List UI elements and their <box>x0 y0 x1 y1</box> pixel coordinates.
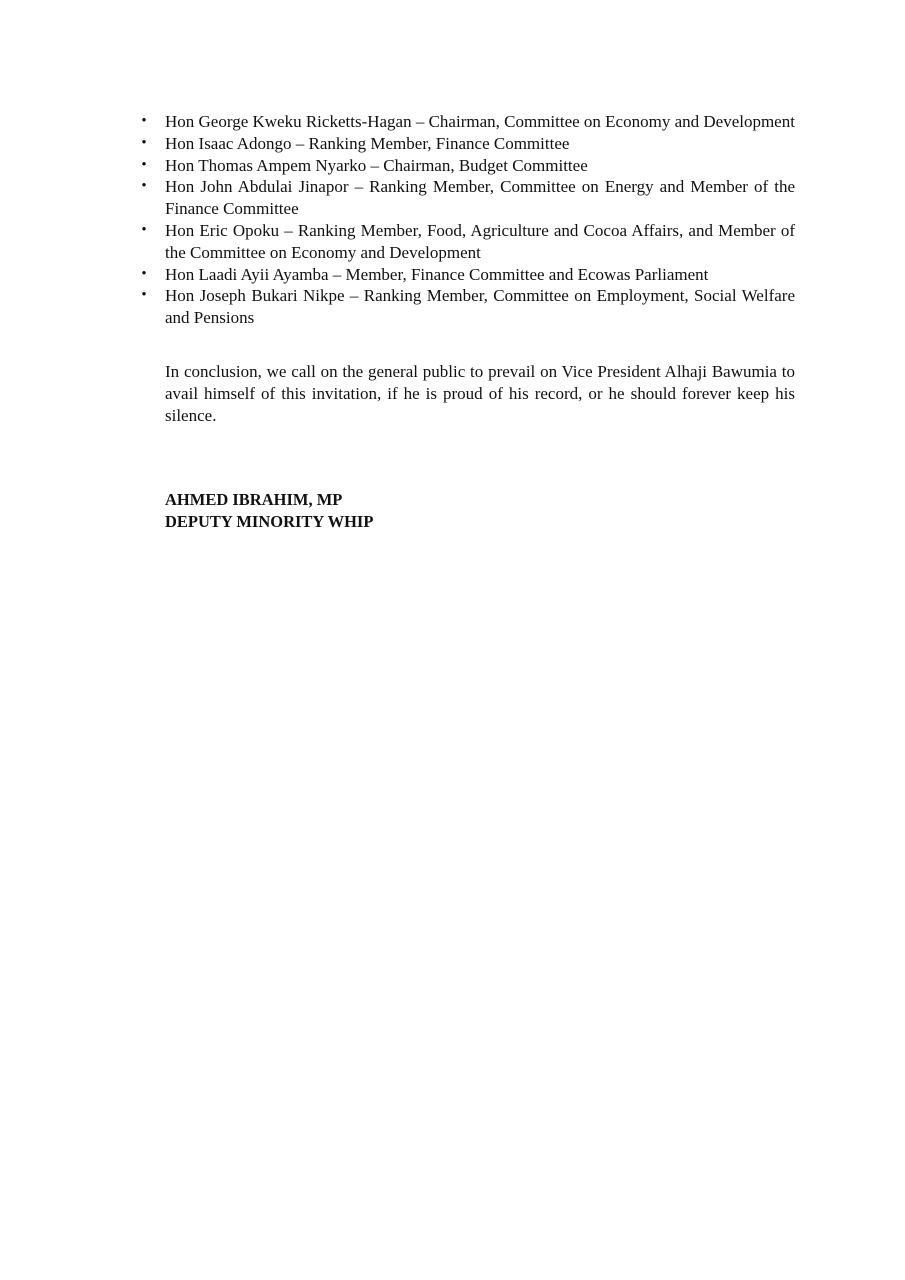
member-text: Hon Eric Opoku – Ranking Member, Food, Agriculture and Cocoa Affairs, and Member of the Committee on Economy and Development <box>165 220 795 262</box>
list-item <box>141 133 795 155</box>
member-text: Hon John Abdulai Jinapor – Ranking Member, Committee on Energy and Member of the Finance Committee <box>165 177 795 219</box>
bullet-icon: • <box>141 178 147 195</box>
member-text: Hon Joseph Bukari Nikpe – Ranking Member, Committee on Employment, Social Welfare and Pensions <box>165 286 795 328</box>
member-text: Hon Laadi Ayii Ayamba – Member, Finance Committee and Ecowas Parliament <box>165 264 709 284</box>
signature-block <box>165 489 795 533</box>
list-item <box>141 155 795 177</box>
bullet-icon: • <box>141 287 147 304</box>
conclusion-paragraph: In conclusion, we call on the general public to prevail on Vice President Alhaji Bawumia to avail himself of this invitation, if he is proud of his record, or he should forever keep his silence. <box>165 361 795 425</box>
list-item <box>141 176 795 220</box>
document-body <box>141 111 795 533</box>
bullet-icon: • <box>141 221 147 238</box>
bullet-icon: • <box>141 134 147 151</box>
bullet-icon: • <box>141 113 147 129</box>
member-text: Hon Isaac Adongo – Ranking Member, Finance Committee <box>165 133 570 153</box>
list-item <box>141 111 795 133</box>
bullet-icon: • <box>141 265 147 282</box>
signatory-title: DEPUTY MINORITY WHIP <box>165 512 374 532</box>
signatory-name: AHMED IBRAHIM, MP <box>165 490 343 510</box>
list-item <box>141 220 795 264</box>
bullet-icon: • <box>141 156 147 173</box>
list-item <box>141 285 795 329</box>
member-text: Hon George Kweku Ricketts-Hagan – Chairman, Committee on Economy and Development <box>165 112 795 131</box>
member-text: Hon Thomas Ampem Nyarko – Chairman, Budget Committee <box>165 155 588 175</box>
list-item <box>141 264 795 286</box>
member-list <box>141 111 795 329</box>
